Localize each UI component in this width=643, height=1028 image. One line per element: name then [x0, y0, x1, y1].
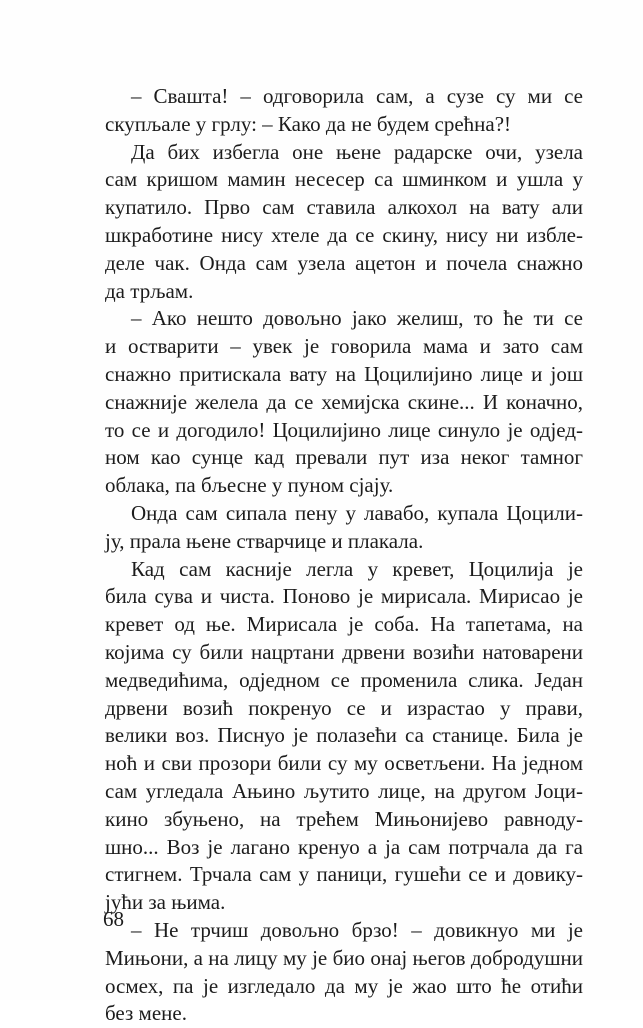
- paragraph-line: деле чак. Онда сам узела ацетон и почела снажно: [105, 250, 583, 275]
- paragraph-line: којима су били нацртани дрвени возићи натоварени: [105, 639, 583, 664]
- paragraph-line: шкработине нису хтеле да се скину, нису ни избле-: [105, 222, 583, 247]
- paragraph-line: сам угледала Ањино љутито лице, на другом Јоци-: [105, 778, 583, 803]
- paragraph-line: кино збуњено, на трећем Мињонијево равноду-: [105, 806, 583, 831]
- page-number: 68: [103, 907, 124, 931]
- paragraph-line: скупљале у грлу: – Како да не будем срећна?!: [105, 111, 512, 136]
- paragraph-line: јући за њима.: [105, 890, 226, 915]
- paragraph-line: снажно притискала вату на Цоцилијино лице и још: [105, 361, 583, 386]
- paragraph-line: шно... Воз је лагано кренуо а ја сам потрчала да га: [105, 834, 583, 859]
- body-text: [105, 83, 583, 1028]
- paragraph-line: Да бих избегла оне њене радарске очи, узела: [131, 139, 583, 164]
- paragraph-line: снажније желела да се хемијска скине... И коначно,: [105, 389, 583, 414]
- paragraph-line: облака, па бљесне у пуном сјају.: [105, 473, 394, 498]
- paragraph-line: то се и догодило! Цоцилијино лице синуло је одјед-: [105, 417, 583, 442]
- paragraph-line: осмех, па је изгледало да му је жао што ће отићи: [105, 973, 583, 998]
- paragraph-line: медведићима, одједном се променила слика. Један: [105, 667, 583, 692]
- paragraph-line: велики воз. Писнуо је полазећи са станице. Била је: [105, 723, 583, 748]
- paragraph-line: да трљам.: [105, 278, 194, 303]
- paragraph-line: Онда сам сипала пену у лавабо, купала Цоцили-: [131, 500, 583, 525]
- paragraph-line: без мене.: [105, 1001, 187, 1026]
- paragraph-line: била сува и чиста. Поново је мирисала. Мирисао је: [105, 584, 583, 609]
- paragraph-line: кревет од ње. Мирисала је соба. На тапетама, на: [105, 612, 583, 637]
- paragraph-line: – Ако нешто довољно јако желиш, то ће ти се: [131, 306, 583, 331]
- paragraph-line: ном као сунце кад превали пут иза неког тамног: [105, 445, 583, 470]
- paragraph-line: – Свашта! – одговорила сам, а сузе су ми се: [131, 84, 583, 108]
- paragraph-line: ноћ и сви прозори били су му осветљени. На једном: [105, 751, 583, 776]
- paragraph-line: и остварити – увек је говорила мама и зато сам: [105, 334, 583, 359]
- paragraph-line: Кад сам касније легла у кревет, Цоцилија је: [131, 556, 583, 581]
- paragraph-line: – Не трчиш довољно брзо! – довикнуо ми је: [131, 917, 583, 942]
- paragraph-line: сам кришом мамин несесер са шминком и ушла у: [105, 167, 583, 192]
- paragraph-line: ју, прала њене стварчице и плакала.: [105, 528, 424, 553]
- paragraph-line: дрвени возић покренуо се и израстао у прави,: [105, 695, 583, 720]
- paragraph-line: Мињони, а на лицу му је био онај његов добродушни: [105, 945, 583, 970]
- paragraph-line: купатило. Прво сам ставила алкохол на вату али: [105, 195, 583, 220]
- paragraph-line: стигнем. Трчала сам у паници, гушећи се и довику-: [105, 862, 583, 887]
